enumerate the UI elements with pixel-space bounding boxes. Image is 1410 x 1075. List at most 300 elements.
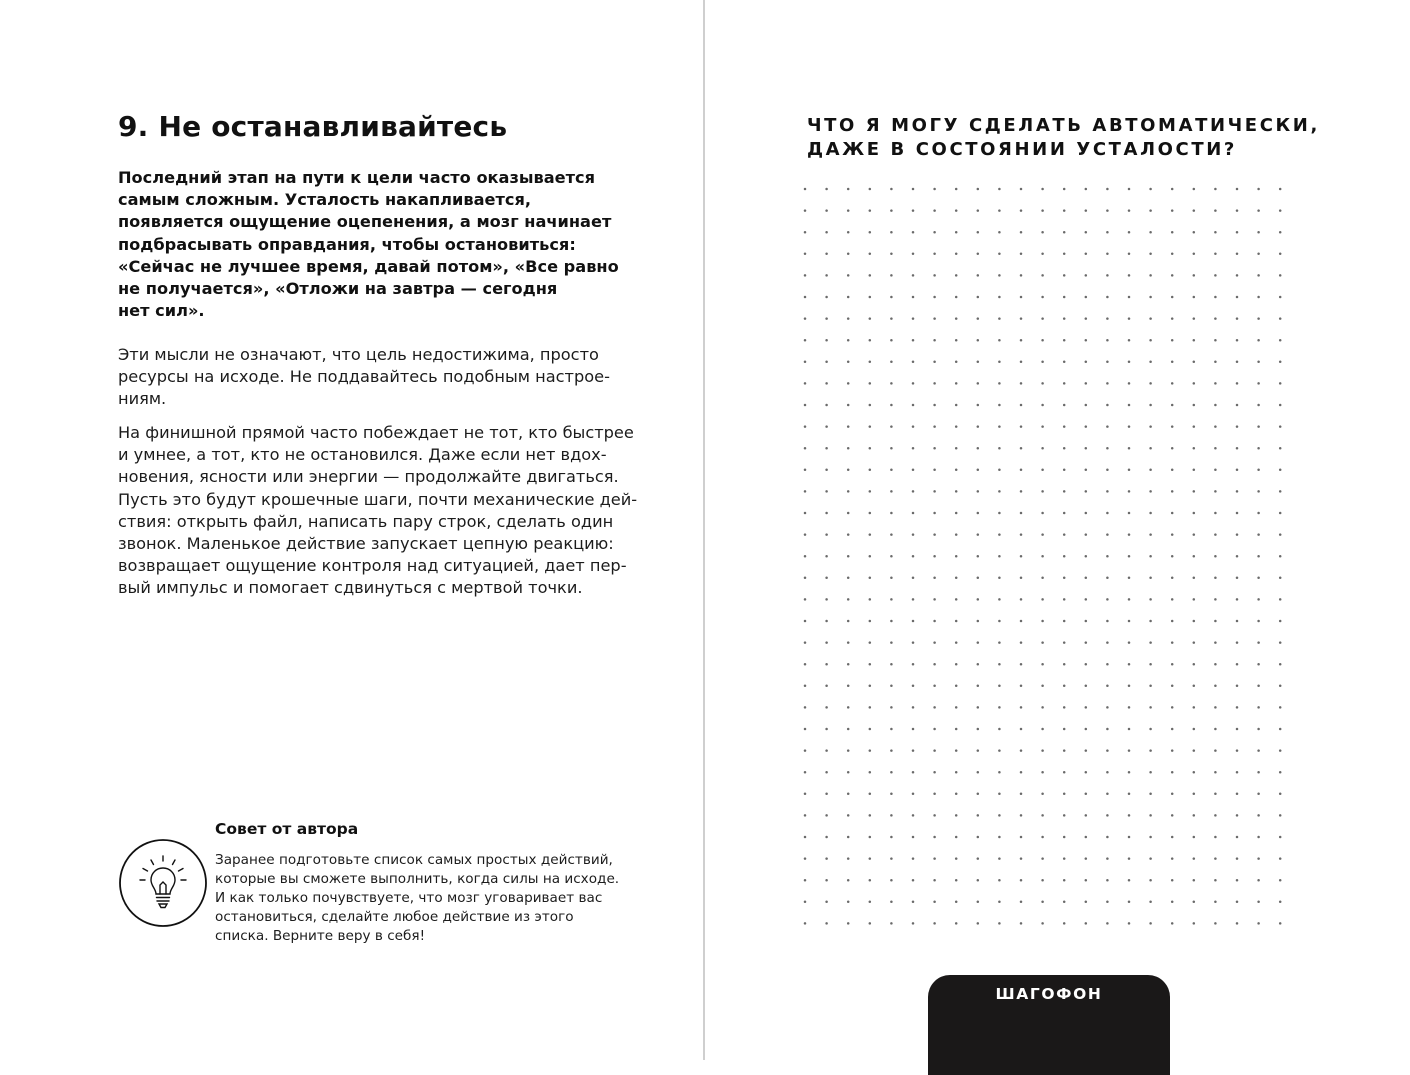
grid-dot	[1041, 857, 1044, 860]
grid-dot	[1171, 490, 1174, 493]
grid-dot	[933, 253, 936, 256]
grid-dot	[1128, 598, 1131, 601]
grid-dot	[1193, 901, 1196, 904]
grid-dot	[1020, 771, 1023, 774]
grid-dot	[1149, 188, 1152, 191]
grid-dot	[825, 771, 828, 774]
grid-dot	[912, 555, 915, 558]
grid-dot	[1214, 404, 1217, 407]
grid-dot	[977, 685, 980, 688]
grid-dot	[1106, 836, 1109, 839]
grid-dot	[1041, 577, 1044, 580]
grid-dot	[1063, 706, 1066, 709]
grid-dot	[825, 490, 828, 493]
grid-dot	[1279, 793, 1282, 796]
grid-dot	[1279, 512, 1282, 515]
grid-dot	[1041, 404, 1044, 407]
grid-dot	[1106, 663, 1109, 666]
grid-dot	[1171, 814, 1174, 817]
grid-dot	[933, 663, 936, 666]
grid-dot	[1257, 469, 1260, 472]
grid-dot	[977, 598, 980, 601]
grid-dot	[869, 490, 872, 493]
grid-dot	[1214, 382, 1217, 385]
grid-dot	[1106, 361, 1109, 364]
grid-dot	[1257, 793, 1260, 796]
grid-dot	[977, 749, 980, 752]
grid-dot	[933, 209, 936, 212]
grid-dot	[977, 404, 980, 407]
grid-dot	[977, 188, 980, 191]
tip-line: которые вы сможете выполнить, когда силы на исходе.	[215, 871, 620, 887]
grid-dot	[998, 469, 1001, 472]
grid-dot	[847, 317, 850, 320]
grid-dot	[1214, 555, 1217, 558]
grid-dot	[1128, 231, 1131, 234]
grid-dot	[847, 274, 850, 277]
grid-dot	[998, 361, 1001, 364]
grid-dot	[998, 425, 1001, 428]
grid-dot	[804, 620, 807, 623]
grid-dot	[977, 836, 980, 839]
grid-dot	[1041, 490, 1044, 493]
grid-dot	[1041, 188, 1044, 191]
grid-dot	[825, 317, 828, 320]
grid-dot	[1257, 512, 1260, 515]
grid-dot	[847, 857, 850, 860]
grid-dot	[1063, 188, 1066, 191]
grid-dot	[1063, 749, 1066, 752]
grid-dot	[1214, 901, 1217, 904]
grid-dot	[1063, 793, 1066, 796]
grid-dot	[804, 361, 807, 364]
grid-dot	[869, 598, 872, 601]
grid-dot	[1063, 728, 1066, 731]
grid-dot	[977, 857, 980, 860]
grid-dot	[912, 339, 915, 342]
grid-dot	[1257, 188, 1260, 191]
grid-dot	[890, 771, 893, 774]
grid-dot	[1214, 274, 1217, 277]
grid-dot	[1128, 685, 1131, 688]
grid-dot	[977, 533, 980, 536]
grid-dot	[1128, 836, 1131, 839]
grid-dot	[1020, 209, 1023, 212]
grid-dot	[1279, 836, 1282, 839]
grid-dot	[1041, 209, 1044, 212]
grid-dot	[1020, 533, 1023, 536]
grid-dot	[1063, 620, 1066, 623]
grid-dot	[1257, 728, 1260, 731]
grid-dot	[825, 533, 828, 536]
grid-dot	[977, 253, 980, 256]
grid-dot	[1236, 339, 1239, 342]
grid-dot	[1236, 361, 1239, 364]
grid-dot	[890, 253, 893, 256]
grid-dot	[933, 577, 936, 580]
grid-dot	[1128, 728, 1131, 731]
grid-dot	[933, 425, 936, 428]
grid-dot	[1020, 598, 1023, 601]
grid-dot	[977, 425, 980, 428]
grid-dot	[825, 901, 828, 904]
grid-dot	[1193, 685, 1196, 688]
grid-dot	[825, 512, 828, 515]
grid-dot	[1214, 512, 1217, 515]
grid-dot	[1085, 749, 1088, 752]
grid-dot	[1149, 901, 1152, 904]
grid-dot	[847, 836, 850, 839]
grid-dot	[1149, 231, 1152, 234]
grid-dot	[912, 404, 915, 407]
grid-dot	[1214, 598, 1217, 601]
grid-dot	[1149, 836, 1152, 839]
grid-dot	[825, 447, 828, 450]
grid-dot	[1236, 382, 1239, 385]
grid-dot	[955, 879, 958, 882]
grid-dot	[955, 447, 958, 450]
grid-dot	[1020, 836, 1023, 839]
grid-dot	[847, 231, 850, 234]
grid-dot	[977, 555, 980, 558]
grid-dot	[933, 317, 936, 320]
grid-dot	[804, 404, 807, 407]
grid-dot	[1193, 728, 1196, 731]
grid-dot	[912, 814, 915, 817]
grid-dot	[998, 274, 1001, 277]
grid-dot	[1128, 922, 1131, 925]
grid-dot	[1041, 339, 1044, 342]
grid-dot	[1193, 922, 1196, 925]
grid-dot	[933, 512, 936, 515]
grid-dot	[825, 598, 828, 601]
grid-dot	[869, 231, 872, 234]
grid-dot	[933, 879, 936, 882]
grid-dot	[869, 253, 872, 256]
grid-dot	[1149, 793, 1152, 796]
grid-dot	[1257, 317, 1260, 320]
grid-dot	[1128, 857, 1131, 860]
grid-dot	[1085, 317, 1088, 320]
grid-dot	[1020, 814, 1023, 817]
grid-dot	[998, 598, 1001, 601]
tip-line: остановиться, сделайте любое действие из этого	[215, 909, 574, 925]
grid-dot	[1193, 706, 1196, 709]
body-line: Эти мысли не означают, что цель недостижима, просто	[118, 345, 599, 364]
grid-dot	[1085, 598, 1088, 601]
grid-dot	[933, 555, 936, 558]
grid-dot	[1214, 231, 1217, 234]
grid-dot	[955, 253, 958, 256]
grid-dot	[1106, 425, 1109, 428]
grid-dot	[1214, 577, 1217, 580]
grid-dot	[890, 685, 893, 688]
grid-dot	[1085, 836, 1088, 839]
grid-dot	[847, 209, 850, 212]
grid-dot	[998, 857, 1001, 860]
grid-dot	[1085, 361, 1088, 364]
grid-dot	[955, 512, 958, 515]
grid-dot	[1063, 425, 1066, 428]
grid-dot	[1193, 620, 1196, 623]
grid-dot	[1171, 879, 1174, 882]
grid-dot	[1193, 253, 1196, 256]
grid-dot	[955, 620, 958, 623]
grid-dot	[1020, 296, 1023, 299]
grid-dot	[825, 404, 828, 407]
lightbulb-icon	[118, 838, 208, 928]
grid-dot	[933, 922, 936, 925]
grid-dot	[890, 339, 893, 342]
grid-dot	[998, 836, 1001, 839]
grid-dot	[1063, 404, 1066, 407]
question-line: ДАЖЕ В СОСТОЯНИИ УСТАЛОСТИ?	[807, 139, 1237, 160]
grid-dot	[955, 317, 958, 320]
grid-dot	[1236, 793, 1239, 796]
grid-dot	[1063, 814, 1066, 817]
grid-dot	[825, 209, 828, 212]
grid-dot	[912, 253, 915, 256]
grid-dot	[1063, 382, 1066, 385]
grid-dot	[998, 685, 1001, 688]
grid-dot	[1171, 598, 1174, 601]
grid-dot	[1085, 663, 1088, 666]
grid-dot	[1171, 188, 1174, 191]
grid-dot	[1257, 447, 1260, 450]
grid-dot	[1063, 274, 1066, 277]
grid-dot	[1063, 231, 1066, 234]
grid-dot	[804, 382, 807, 385]
grid-dot	[1193, 274, 1196, 277]
lead-paragraph	[118, 167, 618, 322]
grid-dot	[955, 339, 958, 342]
grid-dot	[1236, 706, 1239, 709]
grid-dot	[1149, 771, 1152, 774]
grid-dot	[977, 793, 980, 796]
grid-dot	[1085, 382, 1088, 385]
grid-dot	[890, 879, 893, 882]
grid-dot	[1236, 577, 1239, 580]
grid-dot	[1020, 922, 1023, 925]
grid-dot	[1171, 836, 1174, 839]
grid-dot	[1020, 317, 1023, 320]
grid-dot	[1106, 253, 1109, 256]
grid-dot	[1236, 209, 1239, 212]
grid-dot	[1149, 512, 1152, 515]
grid-dot	[1063, 685, 1066, 688]
grid-dot	[998, 533, 1001, 536]
grid-dot	[1149, 555, 1152, 558]
grid-dot	[1257, 296, 1260, 299]
grid-dot	[1106, 512, 1109, 515]
grid-dot	[825, 577, 828, 580]
grid-dot	[1236, 404, 1239, 407]
grid-dot	[1149, 663, 1152, 666]
grid-dot	[1128, 382, 1131, 385]
grid-dot	[1193, 512, 1196, 515]
grid-dot	[1041, 706, 1044, 709]
grid-dot	[1149, 425, 1152, 428]
grid-dot	[1041, 317, 1044, 320]
grid-dot	[1063, 836, 1066, 839]
grid-dot	[933, 771, 936, 774]
grid-dot	[869, 404, 872, 407]
grid-dot	[1257, 533, 1260, 536]
grid-dot	[890, 577, 893, 580]
grid-dot	[869, 814, 872, 817]
lead-line: появляется ощущение оцепенения, а мозг начинает	[118, 212, 612, 232]
grid-dot	[1128, 533, 1131, 536]
grid-dot	[1128, 793, 1131, 796]
grid-dot	[1257, 577, 1260, 580]
grid-dot	[1279, 274, 1282, 277]
grid-dot	[1085, 814, 1088, 817]
grid-dot	[1149, 253, 1152, 256]
lead-line: «Сейчас не лучшее время, давай потом», «Все равно	[118, 256, 619, 276]
grid-dot	[825, 425, 828, 428]
grid-dot	[825, 879, 828, 882]
grid-dot	[1193, 231, 1196, 234]
grid-dot	[1279, 425, 1282, 428]
grid-dot	[1214, 641, 1217, 644]
grid-dot	[1193, 361, 1196, 364]
grid-dot	[1236, 512, 1239, 515]
grid-dot	[1171, 728, 1174, 731]
grid-dot	[1041, 361, 1044, 364]
grid-dot	[1257, 685, 1260, 688]
grid-dot	[955, 382, 958, 385]
grid-dot	[1193, 188, 1196, 191]
body-line: новения, ясности или энергии — продолжайте двигаться.	[118, 467, 619, 487]
grid-dot	[1063, 512, 1066, 515]
grid-dot	[1106, 620, 1109, 623]
grid-dot	[1149, 447, 1152, 450]
grid-dot	[847, 533, 850, 536]
grid-dot	[1106, 555, 1109, 558]
grid-dot	[955, 469, 958, 472]
body-line: Пусть это будут крошечные шаги, почти механические дей-	[118, 489, 638, 509]
grid-dot	[1085, 404, 1088, 407]
grid-dot	[890, 620, 893, 623]
grid-dot	[804, 512, 807, 515]
grid-dot	[825, 231, 828, 234]
grid-dot	[1236, 922, 1239, 925]
grid-dot	[912, 598, 915, 601]
grid-dot	[1214, 188, 1217, 191]
dot-grid-writing-area[interactable]	[795, 180, 1305, 950]
grid-dot	[1193, 577, 1196, 580]
grid-dot	[847, 382, 850, 385]
grid-dot	[1106, 317, 1109, 320]
grid-dot	[1279, 749, 1282, 752]
grid-dot	[1236, 685, 1239, 688]
grid-dot	[825, 749, 828, 752]
grid-dot	[869, 577, 872, 580]
grid-dot	[1128, 188, 1131, 191]
grid-dot	[998, 577, 1001, 580]
grid-dot	[847, 404, 850, 407]
grid-dot	[804, 685, 807, 688]
grid-dot	[1085, 512, 1088, 515]
body-line: ниям.	[118, 389, 167, 409]
grid-dot	[804, 339, 807, 342]
grid-dot	[847, 469, 850, 472]
grid-dot	[890, 296, 893, 299]
grid-dot	[933, 339, 936, 342]
grid-dot	[1236, 490, 1239, 493]
grid-dot	[1106, 382, 1109, 385]
grid-dot	[869, 620, 872, 623]
grid-dot	[1279, 188, 1282, 191]
grid-dot	[1214, 361, 1217, 364]
grid-dot	[1279, 469, 1282, 472]
grid-dot	[955, 361, 958, 364]
grid-dot	[1149, 620, 1152, 623]
grid-dot	[933, 404, 936, 407]
grid-dot	[869, 922, 872, 925]
grid-dot	[1106, 469, 1109, 472]
grid-dot	[1063, 771, 1066, 774]
grid-dot	[1257, 663, 1260, 666]
grid-dot	[1236, 728, 1239, 731]
grid-dot	[1041, 793, 1044, 796]
grid-dot	[825, 339, 828, 342]
grid-dot	[1257, 620, 1260, 623]
grid-dot	[955, 922, 958, 925]
grid-dot	[998, 404, 1001, 407]
grid-dot	[804, 814, 807, 817]
grid-dot	[847, 425, 850, 428]
grid-dot	[977, 663, 980, 666]
grid-dot	[912, 296, 915, 299]
grid-dot	[1171, 382, 1174, 385]
grid-dot	[869, 728, 872, 731]
grid-dot	[998, 793, 1001, 796]
grid-dot	[804, 598, 807, 601]
grid-dot	[869, 555, 872, 558]
grid-dot	[1193, 533, 1196, 536]
grid-dot	[1214, 317, 1217, 320]
grid-dot	[869, 771, 872, 774]
grid-dot	[1020, 382, 1023, 385]
grid-dot	[955, 533, 958, 536]
grid-dot	[1085, 901, 1088, 904]
grid-dot	[1193, 296, 1196, 299]
grid-dot	[1041, 533, 1044, 536]
grid-dot	[1279, 641, 1282, 644]
grid-dot	[1214, 447, 1217, 450]
grid-dot	[1257, 253, 1260, 256]
grid-dot	[955, 188, 958, 191]
grid-dot	[804, 879, 807, 882]
grid-dot	[890, 922, 893, 925]
grid-dot	[1214, 749, 1217, 752]
grid-dot	[1149, 728, 1152, 731]
grid-dot	[847, 577, 850, 580]
grid-dot	[933, 706, 936, 709]
grid-dot	[1257, 706, 1260, 709]
body-paragraph-1	[118, 344, 618, 411]
grid-dot	[869, 209, 872, 212]
grid-dot	[1041, 685, 1044, 688]
grid-dot	[1106, 706, 1109, 709]
grid-dot	[1149, 922, 1152, 925]
grid-dot	[933, 490, 936, 493]
grid-dot	[890, 361, 893, 364]
grid-dot	[1020, 706, 1023, 709]
grid-dot	[933, 533, 936, 536]
grid-dot	[1257, 339, 1260, 342]
